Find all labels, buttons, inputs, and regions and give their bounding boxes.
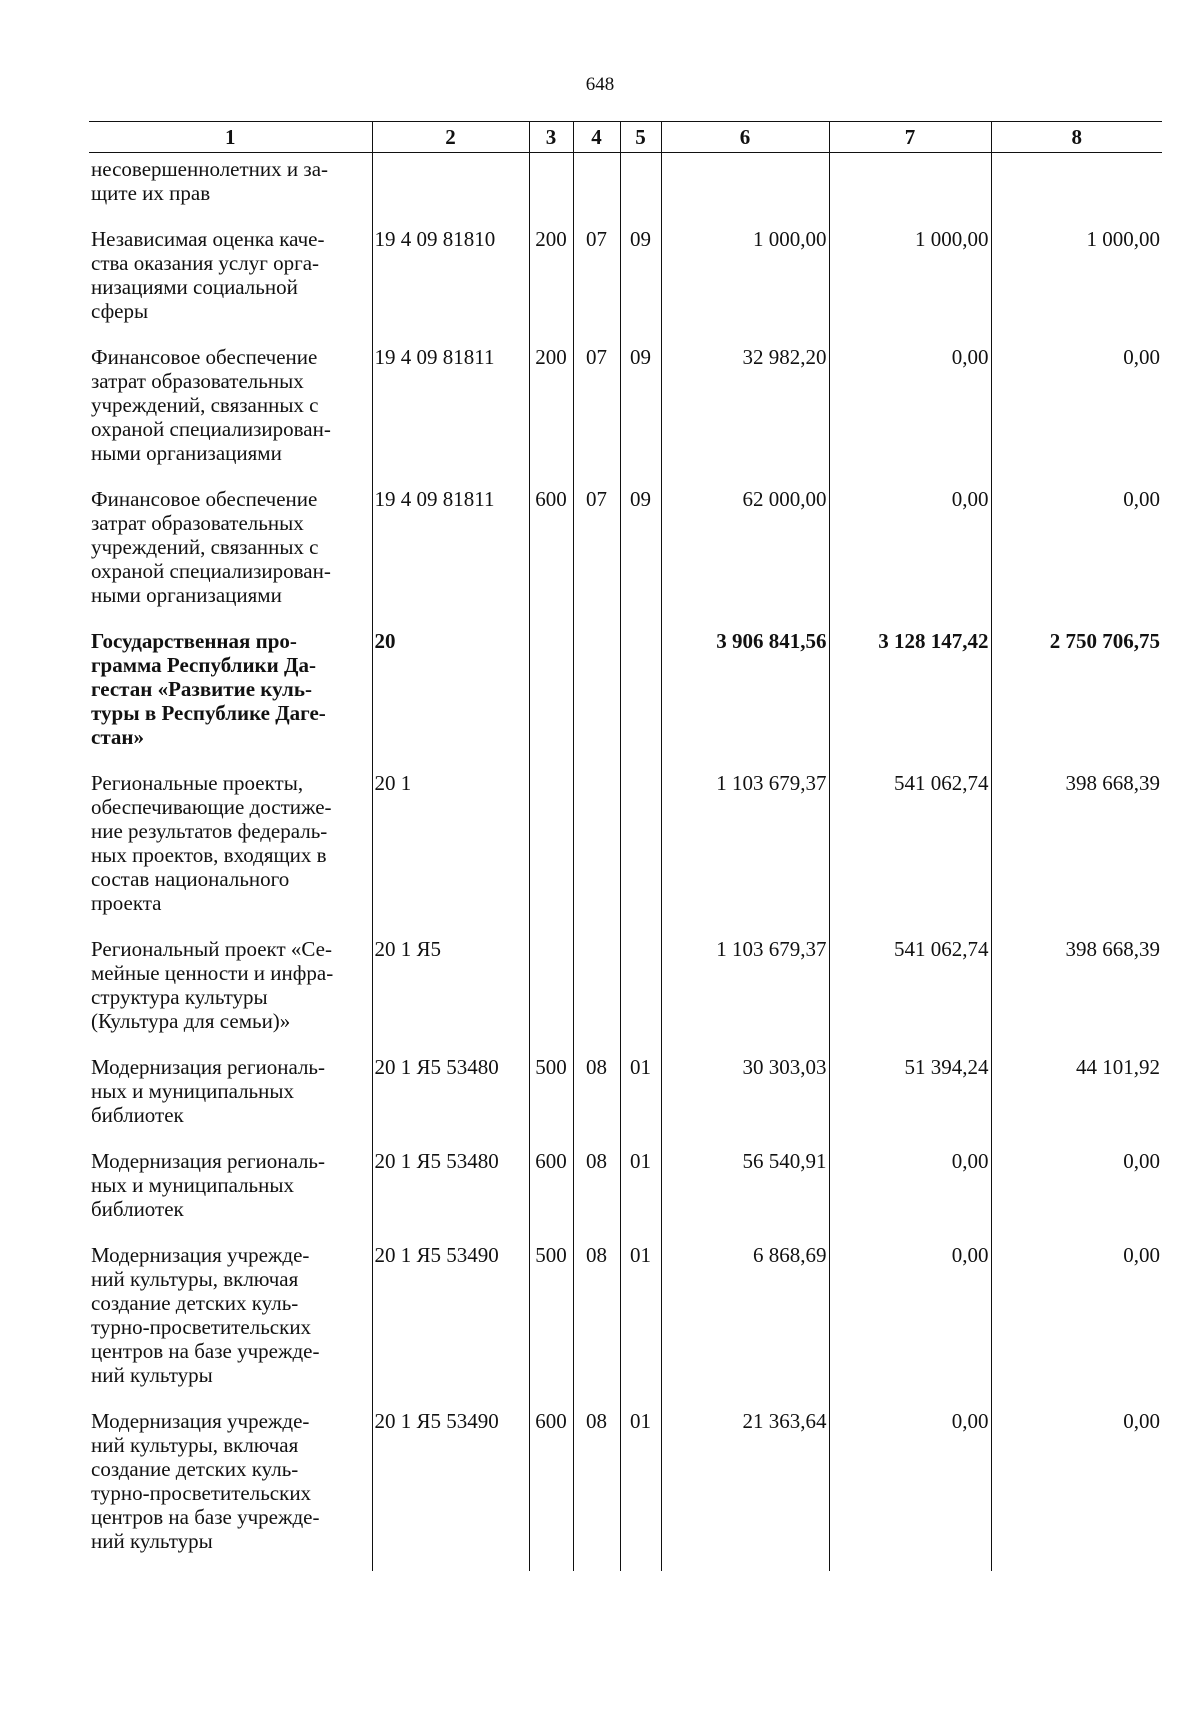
row-column5-cell: 01 — [620, 1051, 661, 1145]
table-row — [89, 341, 1162, 483]
row-name-cell: Независимая оценка каче- ства оказания услуг орга- низациями социальной сферы — [89, 223, 372, 341]
row-name-cell: Региональный проект «Се- мейные ценности и инфра- структура культуры (Культура для семьи)» — [89, 933, 372, 1051]
row-name-cell: Региональные проекты, обеспечивающие достиже- ние результатов федераль- ных проектов, входящих в состав национального проекта — [89, 767, 372, 933]
row-column5-cell: 09 — [620, 341, 661, 483]
row-amount7-cell: 0,00 — [829, 341, 991, 483]
row-column5-cell — [620, 625, 661, 767]
row-name-cell: несовершеннолетних и за- щите их прав — [89, 153, 372, 224]
row-amount7-cell: 0,00 — [829, 483, 991, 625]
row-column5-cell: 09 — [620, 483, 661, 625]
row-amount6-cell: 6 868,69 — [661, 1239, 829, 1405]
row-column5-cell — [620, 153, 661, 224]
row-code-cell: 20 1 — [372, 767, 529, 933]
row-column4-cell — [573, 767, 620, 933]
row-column5-cell: 01 — [620, 1145, 661, 1239]
column-header-8: 8 — [991, 122, 1162, 153]
row-code-cell: 20 1 Я5 53480 — [372, 1051, 529, 1145]
row-amount7-cell: 51 394,24 — [829, 1051, 991, 1145]
row-amount8-cell — [991, 153, 1162, 224]
row-column3-cell: 200 — [529, 341, 573, 483]
row-column3-cell: 600 — [529, 1145, 573, 1239]
row-code-cell: 20 1 Я5 — [372, 933, 529, 1051]
row-amount6-cell: 3 906 841,56 — [661, 625, 829, 767]
table-row — [89, 483, 1162, 625]
row-column3-cell: 500 — [529, 1051, 573, 1145]
row-column4-cell: 08 — [573, 1239, 620, 1405]
row-code-cell — [372, 153, 529, 224]
row-column3-cell: 500 — [529, 1239, 573, 1405]
row-name-cell: Модернизация региональ- ных и муниципальных библиотек — [89, 1145, 372, 1239]
column-header-6: 6 — [661, 122, 829, 153]
row-name-cell: Модернизация учрежде- ний культуры, включая создание детских куль- турно-просветительских центров на базе учрежде- ний культуры — [89, 1239, 372, 1405]
column-header-5: 5 — [620, 122, 661, 153]
column-header-7: 7 — [829, 122, 991, 153]
row-code-cell: 20 1 Я5 53480 — [372, 1145, 529, 1239]
page-number: 648 — [585, 74, 615, 95]
row-code-cell: 19 4 09 81810 — [372, 223, 529, 341]
row-column5-cell — [620, 933, 661, 1051]
row-column3-cell — [529, 767, 573, 933]
row-column4-cell: 07 — [573, 483, 620, 625]
row-amount8-cell: 398 668,39 — [991, 933, 1162, 1051]
table-row — [89, 625, 1162, 767]
column-header-3: 3 — [529, 122, 573, 153]
row-amount7-cell: 1 000,00 — [829, 223, 991, 341]
row-code-cell: 19 4 09 81811 — [372, 483, 529, 625]
row-amount6-cell: 62 000,00 — [661, 483, 829, 625]
row-name-cell: Модернизация региональ- ных и муниципальных библиотек — [89, 1051, 372, 1145]
row-column3-cell: 600 — [529, 1405, 573, 1571]
row-column4-cell: 08 — [573, 1145, 620, 1239]
row-amount6-cell: 1 000,00 — [661, 223, 829, 341]
row-amount7-cell: 0,00 — [829, 1239, 991, 1405]
row-amount8-cell: 0,00 — [991, 1405, 1162, 1571]
row-amount7-cell: 3 128 147,42 — [829, 625, 991, 767]
row-amount8-cell: 1 000,00 — [991, 223, 1162, 341]
row-column5-cell: 01 — [620, 1405, 661, 1571]
row-amount8-cell: 0,00 — [991, 1145, 1162, 1239]
column-header-1: 1 — [89, 122, 372, 153]
row-column3-cell: 200 — [529, 223, 573, 341]
row-amount7-cell — [829, 153, 991, 224]
table-row — [89, 223, 1162, 341]
row-column3-cell — [529, 933, 573, 1051]
row-amount8-cell: 398 668,39 — [991, 767, 1162, 933]
row-column4-cell: 08 — [573, 1051, 620, 1145]
table-row — [89, 933, 1162, 1051]
table-row — [89, 1239, 1162, 1405]
row-column4-cell: 07 — [573, 341, 620, 483]
row-amount6-cell: 1 103 679,37 — [661, 933, 829, 1051]
row-amount6-cell: 32 982,20 — [661, 341, 829, 483]
row-name-cell: Государственная про- грамма Республики Да- гестан «Развитие куль- туры в Республике Даге- стан» — [89, 625, 372, 767]
row-amount6-cell: 30 303,03 — [661, 1051, 829, 1145]
row-code-cell: 20 — [372, 625, 529, 767]
budget-table — [89, 121, 1162, 1571]
row-code-cell: 20 1 Я5 53490 — [372, 1405, 529, 1571]
row-column5-cell: 09 — [620, 223, 661, 341]
row-name-cell: Финансовое обеспечение затрат образовательных учреждений, связанных с охраной специализирован- ными организациями — [89, 483, 372, 625]
row-code-cell: 19 4 09 81811 — [372, 341, 529, 483]
row-column5-cell: 01 — [620, 1239, 661, 1405]
table-header-row — [89, 122, 1162, 153]
row-amount8-cell: 0,00 — [991, 1239, 1162, 1405]
row-code-cell: 20 1 Я5 53490 — [372, 1239, 529, 1405]
column-header-2: 2 — [372, 122, 529, 153]
row-column3-cell: 600 — [529, 483, 573, 625]
row-amount8-cell: 0,00 — [991, 483, 1162, 625]
row-column3-cell — [529, 153, 573, 224]
row-amount8-cell: 0,00 — [991, 341, 1162, 483]
table-row — [89, 1405, 1162, 1571]
row-column4-cell: 07 — [573, 223, 620, 341]
table-row — [89, 767, 1162, 933]
row-amount7-cell: 541 062,74 — [829, 933, 991, 1051]
row-amount6-cell: 1 103 679,37 — [661, 767, 829, 933]
row-column4-cell — [573, 625, 620, 767]
row-amount7-cell: 541 062,74 — [829, 767, 991, 933]
row-column3-cell — [529, 625, 573, 767]
row-column4-cell — [573, 933, 620, 1051]
row-amount7-cell: 0,00 — [829, 1145, 991, 1239]
row-amount8-cell: 44 101,92 — [991, 1051, 1162, 1145]
row-column4-cell — [573, 153, 620, 224]
row-name-cell: Модернизация учрежде- ний культуры, включая создание детских куль- турно-просветительских центров на базе учрежде- ний культуры — [89, 1405, 372, 1571]
table-row — [89, 153, 1162, 224]
row-amount6-cell: 56 540,91 — [661, 1145, 829, 1239]
row-amount8-cell: 2 750 706,75 — [991, 625, 1162, 767]
row-amount6-cell: 21 363,64 — [661, 1405, 829, 1571]
column-header-4: 4 — [573, 122, 620, 153]
table-body — [89, 153, 1162, 1572]
table-row — [89, 1145, 1162, 1239]
table-row — [89, 1051, 1162, 1145]
row-amount6-cell — [661, 153, 829, 224]
row-column5-cell — [620, 767, 661, 933]
row-name-cell: Финансовое обеспечение затрат образовательных учреждений, связанных с охраной специализирован- ными организациями — [89, 341, 372, 483]
row-amount7-cell: 0,00 — [829, 1405, 991, 1571]
row-column4-cell: 08 — [573, 1405, 620, 1571]
